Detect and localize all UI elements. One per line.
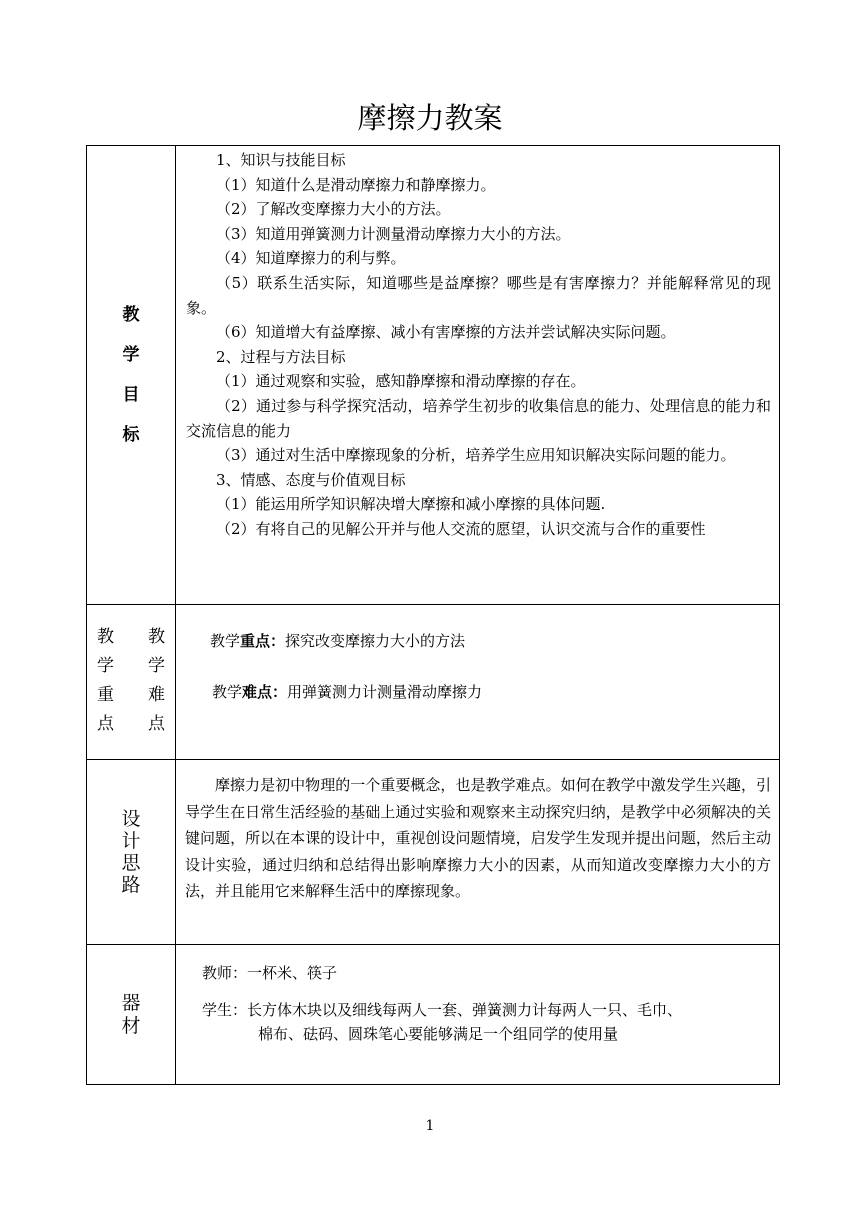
design-text: 摩擦力是初中物理的一个重要概念，也是教学难点。如何在教学中激发学生兴趣，引导学生在日常生活经验的基础上通过实验和观察来主动探究归纳，是教学中必须解决的关键问题，所以在本课的设计中，重视创设问题情境，启发学生发现并提出问题，然后主动设计实验，通过归纳和总结得出影响摩擦力大小的因素，从而知道改变摩擦力大小的方法，并且能用它来解释生活中的摩擦现象。 [185,776,771,900]
focus-label: 重点： [240,632,286,650]
label-char: 设 [121,808,141,830]
label-equipment [87,945,176,1085]
goal-item: （2）通过参与科学探究活动，培养学生初步的收集信息的能力、处理信息的能力和交流信息的能力 [186,396,771,440]
label-char: 材 [121,1014,141,1037]
goal-heading: 3、情感、态度与价值观目标 [216,470,406,489]
difficulty-prefix: 教学 [212,682,243,701]
goal-item: （1）知道什么是滑动摩擦力和静摩擦力。 [216,175,496,194]
label-char: 点 [97,714,114,734]
equipment-student-line2: 棉布、砝码、圆珠笔心要能够满足一个组同学的使用量 [258,1025,619,1044]
goal-heading: 1、知识与技能目标 [216,151,346,169]
content-teaching-goals [176,146,780,605]
content-design-ideas [176,760,780,945]
difficulty-label: 难点： [242,682,288,701]
teaching-focus [176,629,779,654]
label-char: 目 [122,385,140,405]
label-teaching-goals [87,146,176,605]
goal-item: （5）联系生活实际，知道哪些是益摩擦？哪些是有害摩擦力？并能解释常见的现象。 [186,273,771,317]
goal-heading: 2、过程与方法目标 [216,347,346,366]
label-char: 学 [122,345,140,365]
label-char: 教 [122,305,140,325]
content-key-points [176,605,780,760]
goal-item: （2）有将自己的见解公开并与他人交流的愿望，认识交流与合作的重要性 [216,519,706,538]
row-equipment [87,945,780,1085]
row-key-points [87,605,780,760]
goal-item: （2）了解改变摩擦力大小的方法。 [216,200,451,219]
focus-prefix: 教学 [210,632,241,650]
goal-item: （6）知道增大有益摩擦、减小有害摩擦的方法并尝试解决实际问题。 [216,323,676,342]
label-char: 学 [148,656,165,676]
label-char: 器 [121,991,141,1014]
label-char: 难 [148,685,165,705]
label-char: 学 [97,656,114,676]
goal-item: （3）通过对生活中摩擦现象的分析，培养学生应用知识解决实际问题的能力。 [216,446,736,465]
focus-text: 探究改变摩擦力大小的方法 [285,632,466,650]
equipment-student-line1: 学生：长方体木块以及细线每两人一套、弹簧测力计每两人一只、毛巾、 [202,1000,683,1019]
row-design-ideas [87,760,780,945]
label-char: 标 [122,425,140,445]
goal-item: （3）知道用弹簧测力计测量滑动摩擦力大小的方法。 [216,224,571,243]
label-char: 教 [148,627,165,647]
label-key-points [87,605,176,760]
label-char: 重 [97,685,114,705]
document-title: 摩擦力教案 [357,101,503,135]
label-char: 思 [121,852,141,874]
label-char: 点 [148,714,165,734]
page-number: 1 [425,1118,435,1134]
row-teaching-goals [87,146,780,605]
goal-item: （1）通过观察和实验，感知静摩擦和滑动摩擦的存在。 [216,372,586,391]
lesson-plan-table [86,145,780,1085]
teaching-difficulty [176,680,779,705]
equipment-teacher: 教师：一杯米、筷子 [202,964,338,982]
label-design-ideas [87,760,176,945]
difficulty-text: 用弹簧测力计测量滑动摩擦力 [287,682,483,701]
label-char: 计 [121,830,141,852]
label-char: 路 [121,874,141,896]
label-char: 教 [97,627,114,647]
goal-item: （1）能运用所学知识解决增大摩擦和减小摩擦的具体问题. [216,495,606,514]
goal-item: （4）知道摩擦力的利与弊。 [216,249,406,268]
content-equipment [176,945,780,1085]
